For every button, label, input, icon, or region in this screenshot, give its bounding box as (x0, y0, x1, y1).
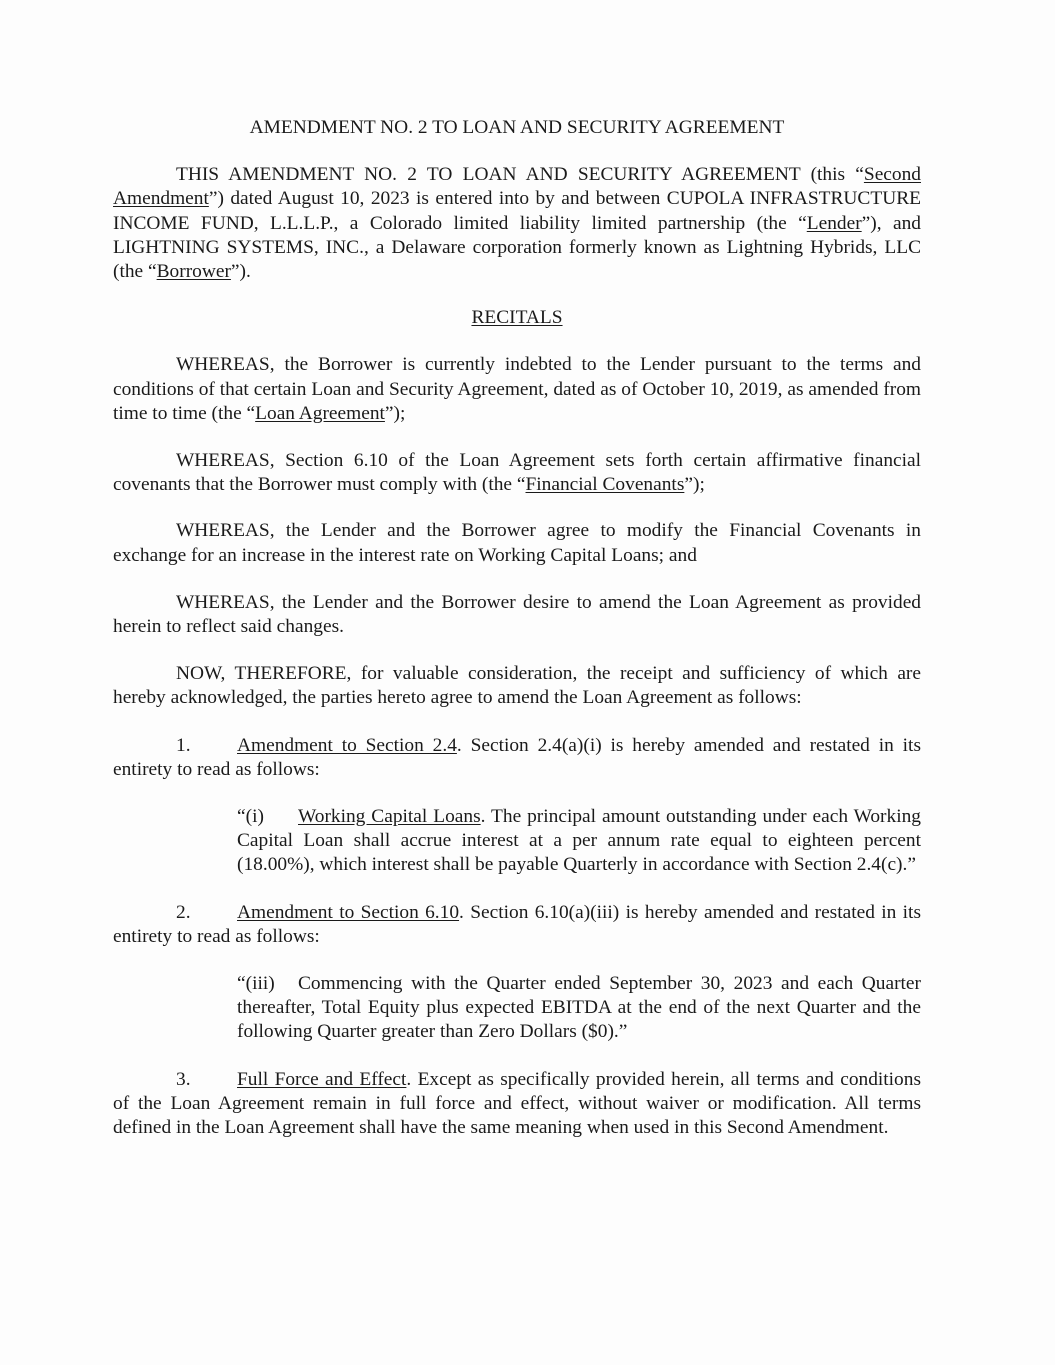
section-1-heading: Amendment to Section 2.4 (237, 734, 457, 756)
section-1-quote-text: . The principal amount outstanding under each Working Capital Loan shall accrue interest at a per annum rate equal to eighteen percent (18.00%), which interest shall be payable Quarterly in accordance with Section 2.4(c).” (237, 806, 921, 876)
intro-text-2: ”) dated August 10, 2023 is entered into by and between CUPOLA INFRASTRUCTURE INCOME FUND, L.L.L.P., a Colorado limited liability limited partnership (the “ (113, 188, 921, 234)
defined-term-loan-agreement: Loan Agreement (255, 402, 385, 424)
section-1 (113, 734, 921, 782)
section-1-quote-heading: Working Capital Loans (298, 806, 481, 828)
section-3 (113, 1068, 921, 1141)
section-3-text: . Except as specifically provided herein, all terms and conditions of the Loan Agreement remain in full force and effect, without waiver or modification. All terms defined in the Loan Agreement shall have the same meaning when used in this Second Amendment. (113, 1068, 921, 1139)
intro-text-4: ”). (230, 261, 251, 283)
section-2-heading: Amendment to Section 6.10 (237, 901, 460, 923)
intro-text-3: ”), and LIGHTNING SYSTEMS, INC., a Delaware corporation formerly known as Lightning Hybrids, LLC (the “ (113, 212, 921, 283)
document-body (113, 116, 921, 1140)
section-1-text: . Section 2.4(a)(i) is hereby amended and restated in its entirety to read as follows: (113, 734, 921, 780)
recitals-heading-text: RECITALS (471, 307, 563, 329)
recital-3: WHEREAS, the Lender and the Borrower agree to modify the Financial Covenants in exchange for an increase in the interest rate on Working Capital Loans; and (113, 520, 921, 566)
now-therefore-paragraph: NOW, THEREFORE, for valuable consideration, the receipt and sufficiency of which are hereby acknowledged, the parties hereto agree to amend the Loan Agreement as follows: (113, 663, 921, 709)
section-2-quote (237, 972, 921, 1045)
recital-4: WHEREAS, the Lender and the Borrower desire to amend the Loan Agreement as provided herein to reflect said changes. (113, 591, 921, 638)
defined-term-financial-covenants: Financial Covenants (525, 474, 685, 496)
recital-1-text-b: ”); (384, 402, 406, 424)
section-2-quote-text: Commencing with the Quarter ended September 30, 2023 and each Quarter thereafter, Total Equity plus expected EBITDA at the end of the next Quarter and the following Quarter greater than Zero Dollars ($0).” (237, 973, 921, 1043)
section-3-heading: Full Force and Effect (237, 1068, 407, 1090)
section-1-quote-number: “(i) (237, 806, 264, 828)
defined-term-borrower: Borrower (156, 261, 231, 283)
section-2-number: 2. (176, 901, 191, 923)
recital-1-text-a: WHEREAS, the Borrower is currently indebted to the Lender pursuant to the terms and conditions of that certain Loan and Security Agreement, dated as of October 10, 2019, as amended from time to time (the “ (113, 354, 921, 424)
section-2 (113, 901, 921, 949)
section-1-quote (237, 805, 921, 878)
recital-1 (113, 353, 921, 426)
recital-2-text-b: ”); (684, 474, 705, 496)
recitals-heading (113, 306, 921, 330)
section-3-number: 3. (176, 1068, 191, 1090)
section-2-quote-number: “(iii) (237, 973, 275, 995)
section-1-number: 1. (176, 734, 191, 756)
recital-2-text-a: WHEREAS, Section 6.10 of the Loan Agreement sets forth certain affirmative financial covenants that the Borrower must comply with (the “ (113, 450, 921, 496)
recital-2 (113, 449, 921, 497)
defined-term-lender: Lender (806, 212, 862, 234)
intro-text-1: THIS AMENDMENT NO. 2 TO LOAN AND SECURITY AGREEMENT (this “ (176, 164, 864, 186)
document-title: AMENDMENT NO. 2 TO LOAN AND SECURITY AGREEMENT (249, 117, 785, 138)
defined-term-second-amendment: Second Amendment (113, 164, 921, 210)
intro-paragraph (113, 163, 921, 284)
section-2-text: . Section 6.10(a)(iii) is hereby amended and restated in its entirety to read as follows: (113, 901, 921, 947)
